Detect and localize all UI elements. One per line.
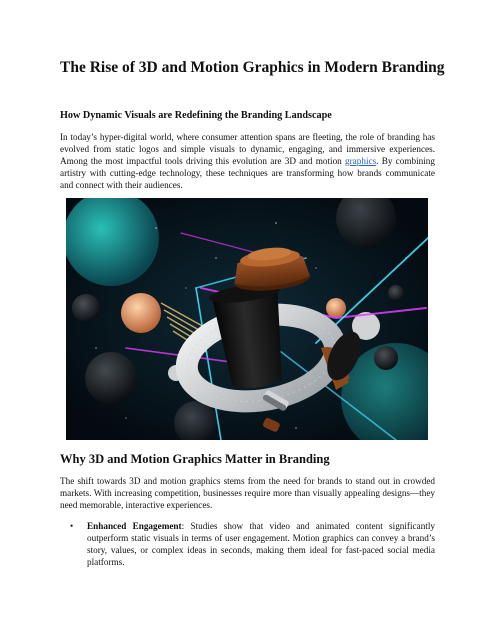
coffee-cup-3d-illustration: [66, 198, 428, 440]
section-paragraph: The shift towards 3D and motion graphics stems from the need for brands to stand out in crowded markets. With increasing competition, businesses require more than visually appealing designs—they need memorable, interactive experiences.: [60, 476, 435, 510]
bullet-text: : Studies show that video and animated content significantly outperform static visuals in terms of user engagement. Motion graphics can convey a brand’s story, values, or complex ideas in seconds, making them ideal for fast-paced social media platforms.: [87, 521, 435, 567]
hero-image: [66, 198, 428, 440]
bullet-list: [60, 520, 435, 568]
intro-text-after-link: . By combining artistry with cutting-edge technology, these techniques are transforming how brands communicate and connect with their audiences.: [60, 156, 435, 190]
bullet-marker: •: [70, 521, 74, 531]
list-item: [60, 520, 435, 568]
intro-paragraph: [60, 131, 435, 191]
article-subtitle: How Dynamic Visuals are Redefining the Branding Landscape: [60, 110, 332, 121]
bullet-label: Enhanced Engagement: [87, 521, 182, 531]
intro-text-before-link: In today’s hyper-digital world, where consumer attention spans are fleeting, the role of branding has evolved from static logos and simple visuals to dynamic, engaging, and immersive experiences. Among the most impactful tools driving this evolution are 3D and motion: [60, 132, 435, 166]
graphics-link[interactable]: graphics: [345, 156, 377, 166]
section-heading: Why 3D and Motion Graphics Matter in Branding: [60, 452, 330, 466]
page-title: The Rise of 3D and Motion Graphics in Modern Branding: [60, 59, 445, 76]
